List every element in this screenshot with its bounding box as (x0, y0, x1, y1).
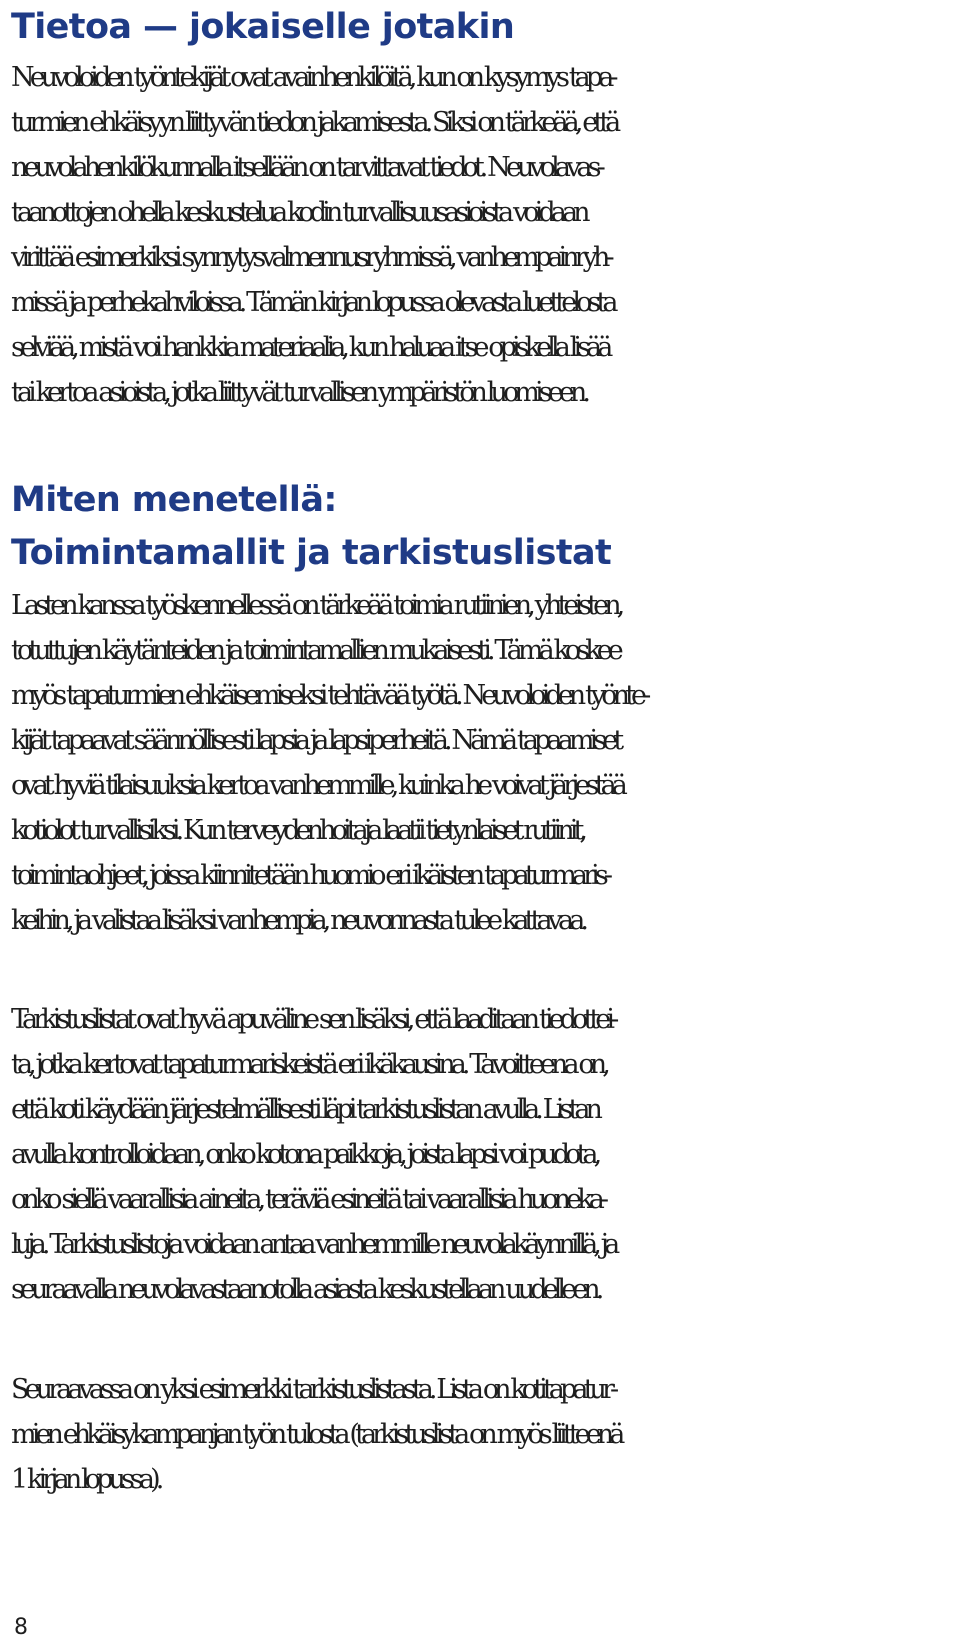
text-line: että koti käydään järjestelmällisesti läpi tarkistuslistan avulla. Listan (11, 1094, 599, 1125)
text-line: ovat hyviä tilaisuuksia kertoa vanhemmille, kuinka he voivat järjestää (11, 770, 623, 801)
text-line: Lasten kanssa työskennellessä on tärkeää toimia rutiinien, yhteisten, (11, 590, 621, 621)
text-line: myös tapaturmien ehkäisemiseksi tehtävää työtä. Neuvoloiden työnte- (11, 680, 647, 711)
text-line: kotiolot turvallisiksi. Kun terveydenhoitaja laatii tietynlaiset rutiinit, (11, 815, 584, 846)
text-line: selviää, mistä voi hankkia materiaalia, kun haluaa itse opiskella lisää (11, 332, 609, 363)
text-line: missä ja perhekahviloissa. Tämän kirjan lopussa olevasta luettelosta (11, 287, 614, 318)
page-number: 8 (14, 1615, 28, 1640)
text-line: Neuvoloiden työntekijät ovat avainhenkilöitä, kun on kysymys tapa- (11, 62, 614, 93)
paragraph-toimintamallit (11, 583, 960, 943)
text-line: kijät tapaavat säännöllisesti lapsia ja lapsiperheitä. Nämä tapaamiset (11, 725, 620, 756)
text-line: neuvolahenkilökunnalla itsellään on tarvittavat tiedot. Neuvolavas- (11, 152, 601, 183)
text-line: seuraavalla neuvolavastaanotolla asiasta keskustellaan uudelleen. (11, 1274, 600, 1305)
text-line: mien ehkäisykampanjan työn tulosta (tarkistuslista on myös liitteenä (11, 1419, 621, 1450)
text-line: ta, jotka kertovat tapaturmariskeistä eri ikäkausina. Tavoitteena on, (11, 1049, 606, 1080)
text-line: tai kertoa asioista, jotka liittyvät turvallisen ympäristön luomiseen. (11, 377, 587, 408)
text-line: taanottojen ohella keskustelua kodin turvallisuusasioista voidaan (11, 197, 586, 228)
section-heading-miten-menetella: Miten menetellä: (11, 480, 337, 520)
text-line: turmien ehkäisyyn liittyvän tiedon jakamisesta. Siksi on tärkeää, että (11, 107, 617, 138)
text-line: Tarkistuslistat ovat hyvä apuväline sen lisäksi, että laaditaan tiedottei- (11, 1004, 615, 1035)
text-line: luja. Tarkistuslistoja voidaan antaa vanhemmille neuvolakäynnillä, ja (11, 1229, 616, 1260)
text-line: totuttujen käytänteiden ja toimintamallien mukaisesti. Tämä koskee (11, 635, 619, 666)
text-line: keihin, ja valistaa lisäksi vanhempia, neuvonnasta tulee kattavaa. (11, 905, 585, 936)
text-line: avulla kontrolloidaan, onko kotona paikkoja, joista lapsi voi pudota, (11, 1139, 598, 1170)
section-heading-tietoa: Tietoa — jokaiselle jotakin (11, 7, 515, 47)
paragraph-esimerkki (11, 1367, 960, 1502)
text-line: Seuraavassa on yksi esimerkki tarkistuslistasta. Lista on kotitapatur- (11, 1374, 615, 1405)
text-line: toimintaohjeet, joissa kiinnitetään huomio eri ikäisten tapaturmaris- (11, 860, 609, 891)
text-line: 1 kirjan lopussa). (11, 1464, 160, 1495)
paragraph-tietoa (11, 55, 960, 415)
text-line: virittää esimerkiksi synnytysvalmennusryhmissä, vanhempainryh- (11, 242, 610, 273)
paragraph-tarkistuslistat (11, 997, 960, 1312)
text-line: onko siellä vaarallisia aineita, teräviä esineitä tai vaarallisia huoneka- (11, 1184, 605, 1215)
section-subheading-toimintamallit: Toimintamallit ja tarkistuslistat (11, 533, 612, 573)
